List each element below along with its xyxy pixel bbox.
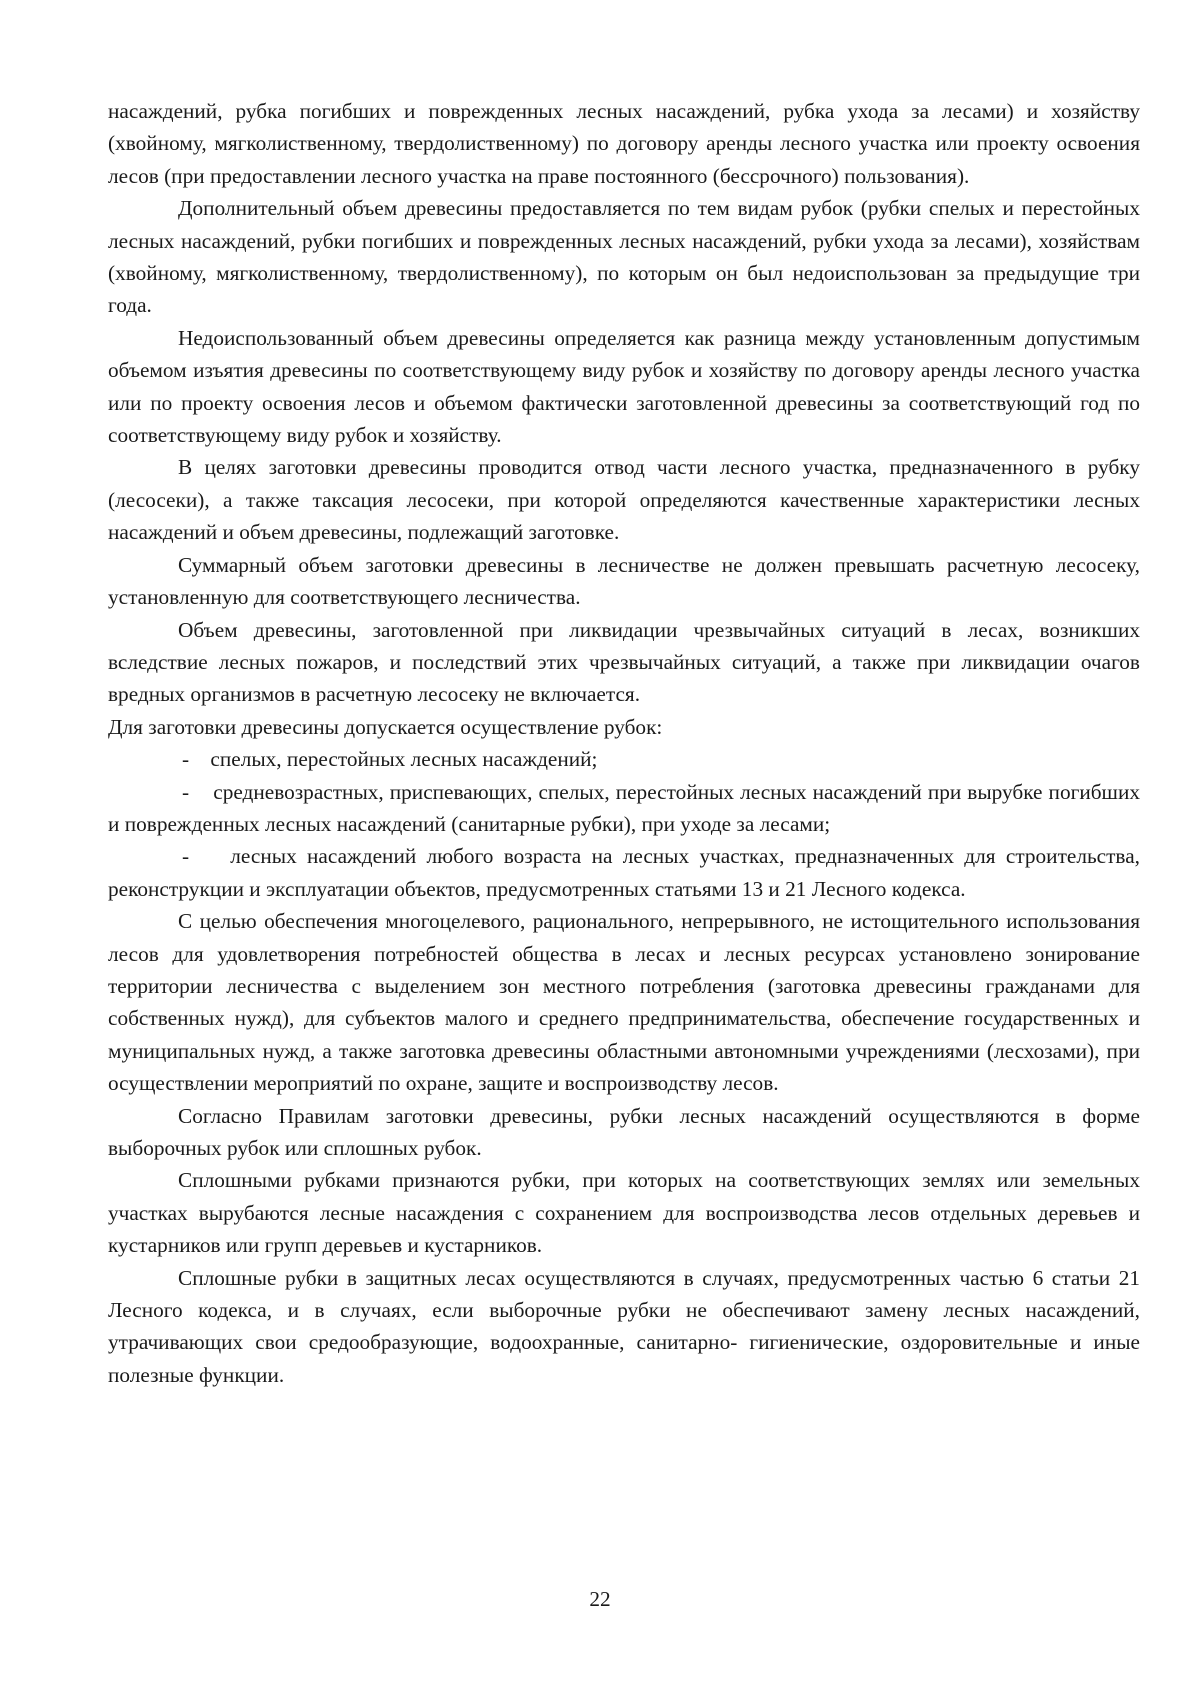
paragraph-underused-volume: Недоиспользованный объем древесины определяется как разница между установленным допустимым объемом изъятия древесины по соответствующему виду рубок и хозяйству по договору аренды лесного участка или по проекту освоения лесов и объемом фактически заготовленной древесины за соответствующий год по соответствующему виду рубок и хозяйству. <box>108 325 1140 448</box>
paragraph-total-volume: Суммарный объем заготовки древесины в лесничестве не должен превышать расчетную лесосеку, установленную для соответствующего лесничества. <box>108 552 1140 610</box>
paragraph-emergency-volume: Объем древесины, заготовленной при ликвидации чрезвычайных ситуаций в лесах, возникших вследствие лесных пожаров, и последствий этих чрезвычайных ситуаций, а также при ликвидации очагов вредных организмов в расчетную лесосеку не включается. <box>108 617 1140 707</box>
paragraph-continuation: насаждений, рубка погибших и поврежденных лесных насаждений, рубка ухода за лесами) и хозяйству (хвойному, мягколиственному, твердолиственному) по договору аренды лесного участка или проекту освоения лесов (при предоставлении лесного участка на праве постоянного (бессрочного) пользования). <box>108 99 1140 188</box>
list-item-construction: - лесных насаждений любого возраста на лесных участках, предназначенных для строительства, реконструкции и эксплуатации объектов, предусмотренных статьями 13 и 21 Лесного кодекса. <box>108 844 1140 901</box>
paragraph-clear-cutting: Сплошными рубками признаются рубки, при которых на соответствующих землях или земельных участках вырубаются лесные насаждения с сохранением для воспроизводства лесов отдельных деревьев и кустарников или групп деревьев и кустарников. <box>108 1168 1140 1258</box>
paragraph-additional-volume: Дополнительный объем древесины предоставляется по тем видам рубок (рубки спелых и перестойных лесных насаждений, рубки погибших и поврежденных лесных насаждений, рубки ухода за лесами), хозяйствам (хвойному, мягколиственному, твердолиственному), по которым он был недоиспользован за предыдущие три года. <box>108 196 1140 318</box>
paragraph-zoning: С целью обеспечения многоцелевого, рационального, непрерывного, не истощительного использования лесов для удовлетворения потребностей общества в лесах и лесных ресурсах установлено зонирование территории лесничества с выделением зон местного потребления (заготовка древесины гражданами для собственных нужд), для субъектов малого и среднего предпринимательства, обеспечение государственных и муниципальных нужд, а также заготовка древесины областными автономными учреждениями (лесхозами), при осуществлении мероприятий по охране, защите и воспроизводству лесов. <box>108 909 1140 1096</box>
list-item-mature: - спелых, перестойных лесных насаждений; <box>182 747 598 772</box>
paragraph-allotment: В целях заготовки древесины проводится отвод части лесного участка, предназначенного в рубку (лесосеки), а также таксация лесосеки, при которой определяются качественные характеристики лесных насаждений и объем древесины, подлежащий заготовке. <box>108 455 1140 545</box>
paragraph-list-intro: Для заготовки древесины допускается осуществление рубок: <box>108 714 663 739</box>
list-item-sanitary: - средневозрастных, приспевающих, спелых, перестойных лесных насаждений при вырубке погибших и поврежденных лесных насаждений (санитарные рубки), при уходе за лесами; <box>108 779 1140 836</box>
page-number: 22 <box>589 1587 611 1611</box>
paragraph-protective-forests: Сплошные рубки в защитных лесах осуществляются в случаях, предусмотренных частью 6 статьи 21 Лесного кодекса, и в случаях, если выборочные рубки не обеспечивают замену лесных насаждений, утрачивающих свои средообразующие, водоохранные, санитарно- гигиенические, оздоровительные и иные полезные функции. <box>108 1265 1140 1387</box>
paragraph-rules: Согласно Правилам заготовки древесины, рубки лесных насаждений осуществляются в форме выборочных рубок или сплошных рубок. <box>108 1103 1140 1160</box>
page-body <box>108 95 1140 1391</box>
